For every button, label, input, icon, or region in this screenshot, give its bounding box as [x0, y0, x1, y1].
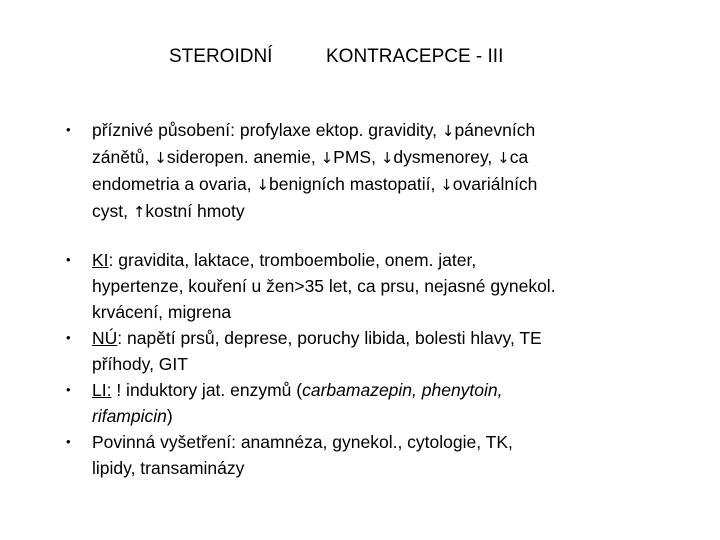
list-item-exams: [66, 429, 696, 481]
bullet: •: [66, 434, 71, 449]
arrow-down-icon: ↓: [441, 122, 455, 140]
li-text: ! induktory jat. enzymů (: [111, 380, 303, 400]
title-part-2: KONTRACEPCE - III: [326, 46, 504, 67]
ki-line-3: krvácení, migrena: [92, 302, 232, 322]
li-line-1: [92, 377, 696, 403]
details-block: [66, 247, 696, 481]
exams-line-1: Povinná vyšetření: anamnéza, gynekol., cytologie, TK,: [92, 432, 513, 452]
benefits-line-1: [92, 117, 696, 144]
nu-line-2: příhody, GIT: [92, 354, 188, 374]
li-drugs-italic: carbamazepin, phenytoin,: [302, 380, 503, 400]
benefits-text: sideropen. anemie,: [166, 147, 321, 167]
benefits-text: kostní hmoty: [145, 201, 245, 221]
arrow-down-icon: ↓: [154, 149, 167, 167]
list-item-nu: [66, 325, 696, 377]
nu-line-1: [92, 325, 696, 351]
benefits-text: pánevních: [454, 120, 536, 140]
benefits-text: cyst,: [92, 201, 133, 221]
benefits-block: [66, 117, 696, 225]
bullet: •: [66, 122, 71, 137]
ki-line-2: hypertenze, kouření u žen>35 let, ca prsu, nejasné gynekol.: [92, 276, 556, 296]
arrow-down-icon: ↓: [256, 176, 269, 194]
benefits-text: dysmenorey,: [393, 147, 498, 167]
benefits-line-2: [92, 144, 696, 171]
benefits-text: ca: [509, 147, 529, 167]
li-close: ): [166, 406, 173, 426]
li-label: LI:: [92, 380, 112, 400]
list-item-ki: [66, 247, 696, 325]
bullet: •: [66, 382, 71, 397]
benefits-line-4: [92, 198, 696, 225]
exams-line-2: lipidy, transaminázy: [92, 458, 245, 478]
benefits-text: ovariálních: [452, 174, 538, 194]
benefits-text: endometria a ovaria,: [92, 174, 257, 194]
list-item-li: [66, 377, 696, 429]
benefits-text: PMS,: [333, 147, 381, 167]
ki-line-1: [92, 247, 696, 273]
arrow-down-icon: ↓: [320, 149, 334, 167]
title-part-1: STEROIDNÍ: [169, 46, 273, 67]
arrow-up-icon: ↑: [132, 203, 146, 221]
ki-text: : gravidita, laktace, tromboembolie, onem. jater,: [108, 250, 477, 270]
li-drug-italic: rifampicin: [92, 406, 167, 426]
ki-label: KI: [92, 250, 109, 270]
li-line-2: [92, 403, 696, 429]
bullet: •: [66, 252, 71, 267]
benefits-text: zánětů,: [92, 147, 155, 167]
arrow-down-icon: ↓: [497, 149, 510, 167]
benefits-text: příznivé působení: profylaxe ektop. gravidity,: [92, 120, 442, 140]
benefits-line-3: [92, 171, 696, 198]
arrow-down-icon: ↓: [440, 176, 453, 194]
nu-text: : napětí prsů, deprese, poruchy libida, bolesti hlavy, TE: [117, 328, 542, 348]
arrow-down-icon: ↓: [380, 149, 394, 167]
nu-label: NÚ: [92, 328, 118, 348]
list-item-benefits: [66, 117, 696, 225]
benefits-text: benigních mastopatií,: [268, 174, 441, 194]
bullet: •: [66, 330, 71, 345]
